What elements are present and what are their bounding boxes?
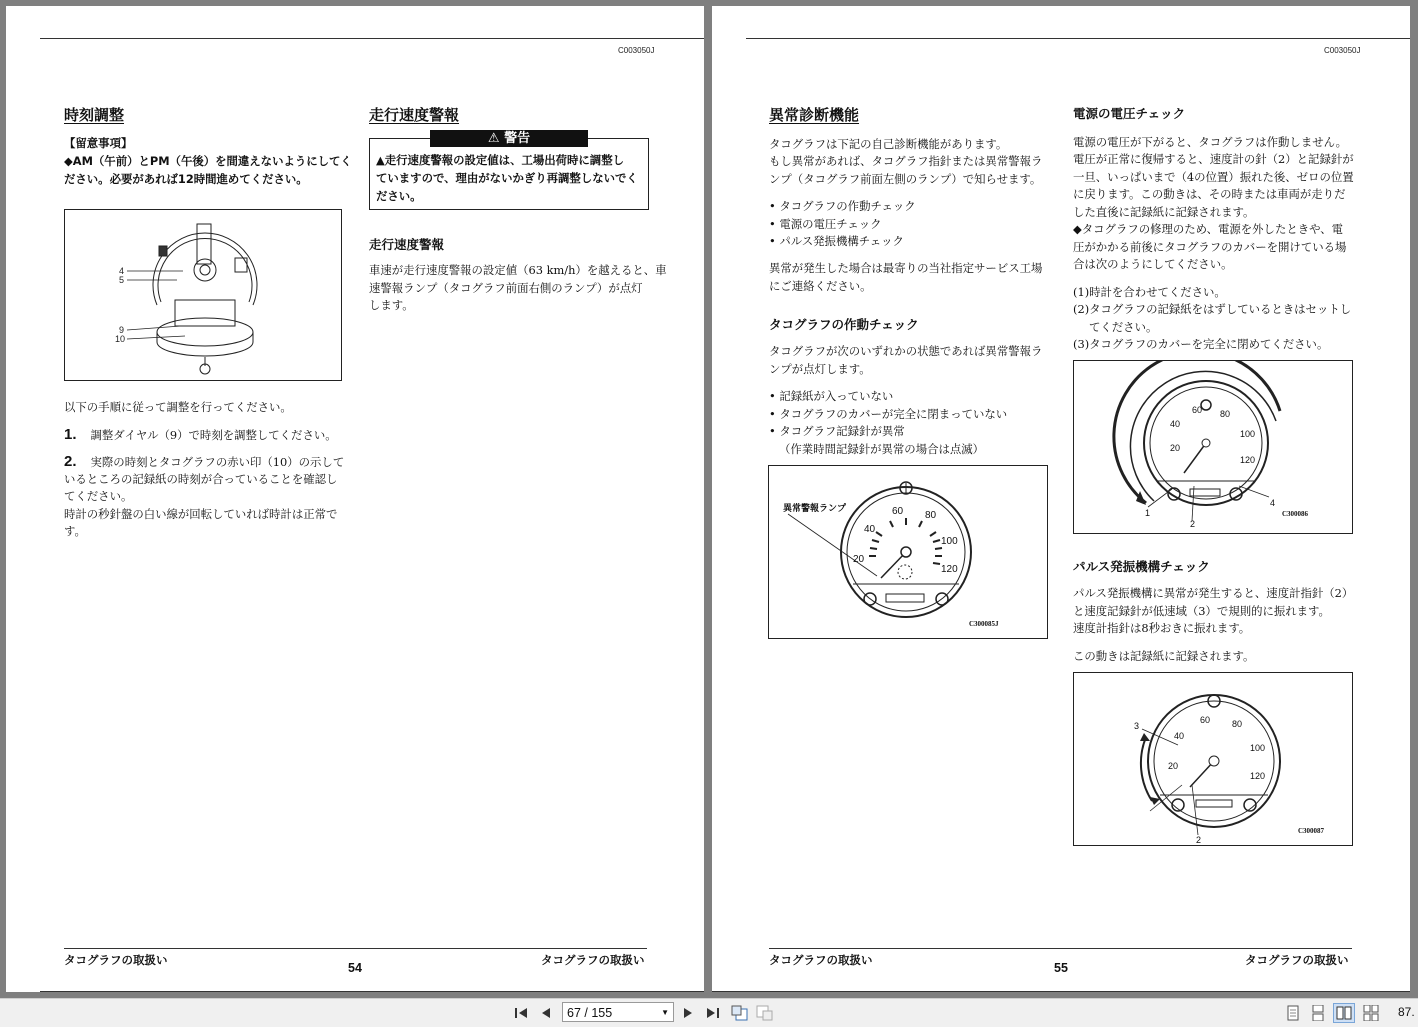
figure-code: C300085J <box>969 620 999 628</box>
check-bullet-1: • 記録紙が入っていない <box>769 389 894 403</box>
two-page-icon <box>1336 1006 1352 1020</box>
next-page-button[interactable] <box>677 1003 699 1023</box>
voltage-line-2: 電圧が正常に復帰すると、速度計の針（2）と記録針が <box>1073 152 1354 166</box>
warning-header: ⚠ 警告 <box>430 130 588 147</box>
next-page-icon <box>682 1007 694 1019</box>
heading-voltage-check: 電源の電圧チェック <box>1073 106 1186 121</box>
forward-view-button[interactable] <box>754 1003 776 1023</box>
speed-line-3: します。 <box>369 298 414 312</box>
back-view-icon <box>731 1005 749 1021</box>
first-page-icon <box>514 1007 528 1019</box>
previous-page-icon <box>540 1007 552 1019</box>
gauge-drawing-1 <box>769 466 1047 638</box>
last-page-icon <box>706 1007 720 1019</box>
step-2-line-4: 時計の秒針盤の白い線が回転していれば時計は正常で <box>64 507 338 521</box>
chevron-down-icon: ▼ <box>661 1008 669 1017</box>
header-rule <box>746 38 1410 39</box>
right-page <box>712 6 1410 992</box>
contact-line-2: にご連絡ください。 <box>769 279 872 293</box>
diag-bullet-1: • タコグラフの作動チェック <box>769 199 916 213</box>
back-view-button[interactable] <box>729 1003 751 1023</box>
list-item-3: (3)タコグラフのカバーを完全に閉めてください。 <box>1073 337 1329 351</box>
first-page-button[interactable] <box>510 1003 532 1023</box>
fig1-label-1: 1 <box>1145 508 1151 518</box>
voltage-line-1: 電源の電圧が下がると、タコグラフは作動しません。 <box>1073 135 1348 149</box>
svg-text:100: 100 <box>1250 743 1266 753</box>
figure-voltage-gauge <box>1073 360 1353 534</box>
previous-page-button[interactable] <box>535 1003 557 1023</box>
voltage-line-3: 一旦、いっぱいまで（4の位置）振れた後、ゼロの位置 <box>1073 170 1354 184</box>
footer-rule <box>64 948 647 949</box>
heading-diagnostics: 異常診断機能 <box>769 106 860 124</box>
step-2-line-2: いるところの記録紙の時刻が合っていることを確認し <box>64 472 338 486</box>
tick-40: 40 <box>864 524 876 535</box>
figure-tachograph-open <box>64 209 342 381</box>
intro-text: 以下の手順に従って調整を行ってください。 <box>64 400 292 414</box>
fig-label-9: 9 <box>119 325 125 335</box>
list-item-2-cont: てください。 <box>1089 320 1158 334</box>
svg-text:80: 80 <box>1220 409 1231 419</box>
page-select[interactable] <box>562 1002 674 1022</box>
step-2-line-3: てください。 <box>64 489 133 503</box>
gauge-drawing-2 <box>1074 361 1352 533</box>
fig-label-10: 10 <box>115 334 126 344</box>
svg-text:40: 40 <box>1170 419 1181 429</box>
step-1-number: 1. <box>64 426 77 443</box>
svg-text:60: 60 <box>1200 715 1211 725</box>
warning-line-3: ださい。 <box>376 189 422 203</box>
fig1-label-2: 2 <box>1190 519 1196 529</box>
zoom-level[interactable]: 87. <box>1398 1005 1415 1019</box>
svg-text:40: 40 <box>1174 731 1185 741</box>
check-bullet-4: （作業時間記録針が異常の場合は点滅） <box>779 442 985 456</box>
pulse-line-3: 速度計指針は8秒おきに振れます。 <box>1073 621 1251 635</box>
voltage-line-7: 圧がかかる前後にタコグラフのカバーを開けている場 <box>1073 240 1347 254</box>
subheading-speed-warning: 走行速度警報 <box>369 237 445 252</box>
two-page-continuous-view-button[interactable] <box>1360 1003 1382 1023</box>
step-2-number: 2. <box>64 453 77 470</box>
gauge-drawing-3 <box>1074 673 1352 845</box>
svg-text:20: 20 <box>1168 761 1179 771</box>
two-page-continuous-icon <box>1363 1005 1379 1021</box>
figure-tachograph-open-drawing <box>65 210 341 380</box>
warning-box <box>369 131 649 210</box>
diag-line-1: タコグラフは下記の自己診断機能があります。 <box>769 137 1008 151</box>
contact-line-1: 異常が発生した場合は最寄りの当社指定サービス工場 <box>769 261 1043 275</box>
tick-120: 120 <box>941 564 958 575</box>
footer-right: タコグラフの取扱い <box>1245 953 1349 967</box>
warning-line-1: ▲走行速度警報の設定値は、工場出荷時に調整し <box>376 153 624 167</box>
footer-left: タコグラフの取扱い <box>64 953 168 967</box>
last-page-button[interactable] <box>702 1003 724 1023</box>
diag-bullet-3: • パルス発振機構チェック <box>769 234 904 248</box>
footer-right: タコグラフの取扱い <box>541 953 645 967</box>
footer-left: タコグラフの取扱い <box>769 953 873 967</box>
step-2-line-1: 実際の時刻とタコグラフの赤い印（10）の示して <box>90 455 345 469</box>
fig1-label-4: 4 <box>1270 498 1276 508</box>
left-page <box>6 6 704 992</box>
svg-text:60: 60 <box>1192 405 1203 415</box>
pulse-line-1: パルス発振機構に異常が発生すると、速度計指針（2） <box>1073 586 1354 600</box>
fig2-label-3: 3 <box>1134 721 1140 731</box>
figure-pulse-gauge <box>1073 672 1353 846</box>
note-line-2: ださい。必要があれば12時間進めてください。 <box>64 172 308 186</box>
tick-20: 20 <box>853 554 865 565</box>
page-code: C003050J <box>618 46 655 55</box>
step-2-line-5: す。 <box>64 524 86 538</box>
check-line-2: ンプが点灯します。 <box>769 362 871 376</box>
bottom-edge-rule <box>712 991 1410 992</box>
check-bullet-2: • タコグラフのカバーが完全に閉まっていない <box>769 407 1008 421</box>
figure2-code: C300087 <box>1298 827 1325 835</box>
fig-label-4: 4 <box>119 266 125 276</box>
note-line-1: ◆AM（午前）とPM（午後）を間違えないようにしてく <box>64 154 352 168</box>
voltage-line-4: に戻ります。この動きは、その時または車両が走りだ <box>1073 187 1346 201</box>
svg-text:100: 100 <box>1240 429 1256 439</box>
note-label: 【留意事項】 <box>64 136 133 150</box>
speed-line-2: 速警報ランプ（タコグラフ前面右側のランプ）が点灯 <box>369 281 643 295</box>
page-code: C003050J <box>1324 46 1361 55</box>
forward-view-icon <box>756 1005 774 1021</box>
page-number: 54 <box>348 961 362 975</box>
voltage-line-6: ◆タコグラフの修理のため、電源を外したときや、電 <box>1073 222 1344 236</box>
viewer-toolbar <box>0 998 1418 1027</box>
figure-warning-lamp <box>768 465 1048 639</box>
diag-line-2: もし異常があれば、タコグラフ指針または異常警報ラ <box>769 154 1043 168</box>
fig-label-5: 5 <box>119 275 125 285</box>
warning-triangle-icon: ▲ <box>376 153 385 167</box>
svg-text:80: 80 <box>1232 719 1243 729</box>
warning-line-2: ていますので、理由がないかぎり再調整しないでく <box>376 171 638 185</box>
check-line-1: タコグラフが次のいずれかの状態であれば異常警報ラ <box>769 344 1043 358</box>
page-indicator: 67 / 155 <box>567 1006 613 1020</box>
warning-title: 警告 <box>504 131 531 146</box>
heading-speed-warning: 走行速度警報 <box>369 106 460 124</box>
header-rule <box>40 38 704 39</box>
callout-warning-lamp: 異常警報ランプ <box>783 503 847 513</box>
single-page-icon <box>1287 1005 1299 1021</box>
two-page-view-button[interactable] <box>1333 1003 1355 1023</box>
subheading-operation-check: タコグラフの作動チェック <box>769 317 919 332</box>
diag-line-3: ンプ（タコグラフ前面左側のランプ）で知らせます。 <box>769 172 1042 186</box>
tick-60: 60 <box>892 506 904 517</box>
subheading-pulse-check: パルス発振機構チェック <box>1073 559 1210 574</box>
check-bullet-3: • タコグラフ記録針が異常 <box>769 424 905 438</box>
step-1-text: 調整ダイヤル（9）で時刻を調整してください。 <box>90 428 337 442</box>
page-number: 55 <box>1054 961 1068 975</box>
pulse-line-2: と速度記録針が低速域（3）で規則的に振れます。 <box>1073 604 1330 618</box>
tick-100: 100 <box>941 536 958 547</box>
svg-text:120: 120 <box>1240 455 1256 465</box>
voltage-line-5: した直後に記録紙に記録されます。 <box>1073 205 1255 219</box>
svg-text:120: 120 <box>1250 771 1266 781</box>
tick-80: 80 <box>925 510 937 521</box>
fig2-label-2: 2 <box>1196 835 1202 845</box>
figure1-code: C300086 <box>1282 510 1309 518</box>
list-item-1: (1)時計を合わせてください。 <box>1073 285 1226 299</box>
record-line: この動きは記録紙に記録されます。 <box>1073 649 1255 663</box>
voltage-line-8: 合は次のようにしてください。 <box>1073 257 1233 271</box>
list-item-2: (2)タコグラフの記録紙をはずしているときはセットし <box>1073 302 1352 316</box>
step-1 <box>64 426 337 445</box>
step-2 <box>64 453 344 472</box>
continuous-view-button[interactable] <box>1307 1003 1329 1023</box>
single-page-view-button[interactable] <box>1282 1003 1304 1023</box>
continuous-page-icon <box>1312 1005 1324 1021</box>
heading-time-adjust: 時刻調整 <box>64 106 125 124</box>
diag-bullet-2: • 電源の電圧チェック <box>769 217 882 231</box>
svg-text:20: 20 <box>1170 443 1181 453</box>
footer-rule <box>769 948 1352 949</box>
speed-line-1: 車速が走行速度警報の設定値（63 km/h）を越えると、車 <box>369 263 667 277</box>
bottom-edge-rule <box>40 991 704 992</box>
